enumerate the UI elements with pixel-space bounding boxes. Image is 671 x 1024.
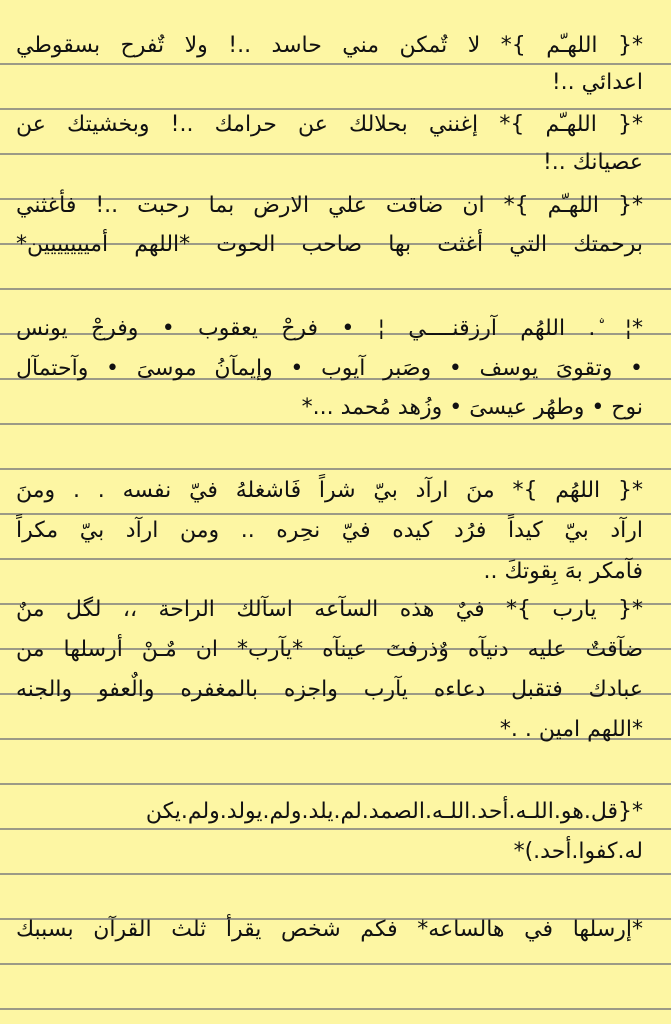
text-line: اعدائي ..! [551, 70, 643, 95]
text-line: *{ يارب }* فيٌ هذه السآعه اسآلك الراحة ،، لگل منٌ [16, 597, 643, 622]
text-line: برحمتك التي أغثت بها صاحب الحوت *اللهم أمييييييين* [16, 232, 643, 257]
text-line: *{ اللهـّم }* إغنني بحلالك عن حرامك ..! وبخشيتك عن [16, 112, 643, 137]
text-line: • وتقوىَ يوسف • وصَبر آيوب • وإيمآنُ موسىَ • وآحتمآل [16, 356, 643, 381]
text-line: *اللهم امين . .* [499, 717, 643, 742]
text-line: ارآد بيّ كيداً فرُد كيده فيّ نحِره .. ومن ارآد بيّ مكراً [16, 518, 643, 543]
text-line: ضآقتٌ عليه دنيآه وٌذرفتٓ عينآه *يآرب* ان مٌـنْ أرسلها من [16, 637, 643, 662]
text-line: *{ اللهـّم }* ان ضاقت علي الارض بما رحبت ..! فأغثني [16, 193, 643, 218]
text-line: له.كفوا.أحد.)* [513, 839, 643, 864]
text-line: *{ اللهُم }* منَ ارآد بيّ شراً فَاشغلهُ فيّ نفسه . . ومنَ [16, 478, 643, 503]
text-line: عصيانك ..! [542, 150, 643, 175]
text-line: *¦ ۨ. اللهُم آرزقنــــي ¦ • فرحْ يعقوب • وفرجْ يونس [16, 316, 643, 341]
text-line: *{قل.هو.اللـه.أحد.اللـه.الصمد.لم.يلد.ولم.يولد.ولم.يكن [145, 799, 643, 824]
text-line: *{ اللهـّم }* لا تٌمكن مني حاسد ..! ولا تٌفرح بسقوطي [16, 33, 643, 58]
text-line: فآمكر بهَ بِقوتكَ .. [483, 559, 643, 584]
text-line: نوح • وطهُر عيسىَ • وزُهد مُحمد ...* [301, 395, 643, 420]
text-line: *إرسلها في هالساعه* فكم شخص يقرأ ثلث القرآن بسببك [16, 917, 643, 942]
text-line: عبادك فتقبل دعاءه يآرب واجزه بالمغفره والٌعفو والجنه [16, 677, 643, 702]
